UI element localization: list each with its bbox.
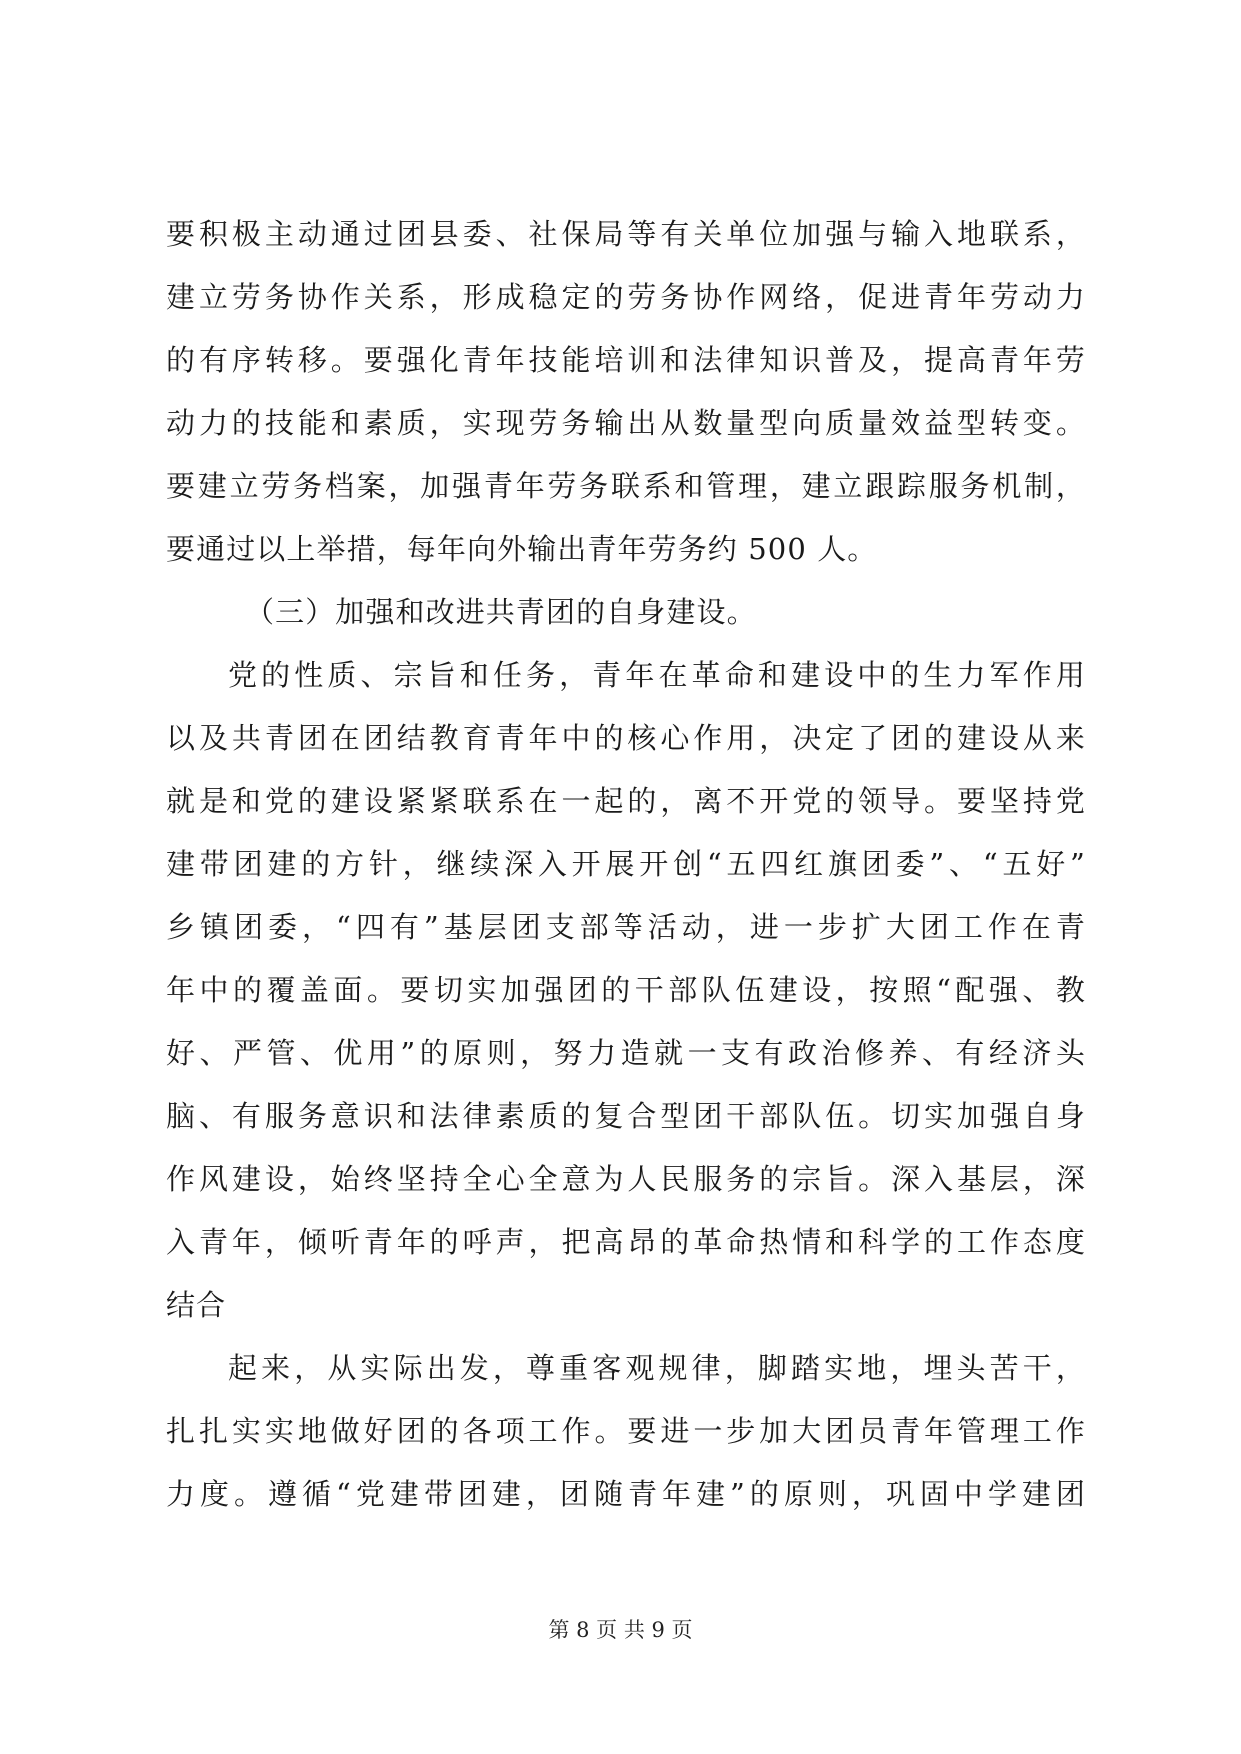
text-line: 的有序转移。要强化青年技能培训和法律知识普及，提高青年劳 <box>166 343 1086 377</box>
text-line: 入青年，倾听青年的呼声，把高昂的革命热情和科学的工作态度 <box>166 1225 1086 1259</box>
text-line: 党的性质、宗旨和任务，青年在革命和建设中的生力军作用 <box>228 658 1086 692</box>
text-line: 脑、有服务意识和法律素质的复合型团干部队伍。切实加强自身 <box>166 1099 1086 1133</box>
text-line: 建立劳务协作关系，形成稳定的劳务协作网络，促进青年劳动力 <box>166 280 1086 314</box>
text-line: 要积极主动通过团县委、社保局等有关单位加强与输入地联系， <box>166 217 1086 251</box>
text-line: 乡镇团委，“四有”基层团支部等活动，进一步扩大团工作在青 <box>166 910 1086 944</box>
text-line: 以及共青团在团结教育青年中的核心作用，决定了团的建设从来 <box>166 721 1086 755</box>
body-text <box>166 203 1086 1526</box>
text-line: 好、严管、优用”的原则，努力造就一支有政治修养、有经济头 <box>166 1036 1086 1070</box>
section-heading: （三）加强和改进共青团的自身建设。 <box>245 595 757 629</box>
text-line: 扎扎实实地做好团的各项工作。要进一步加大团员青年管理工作 <box>166 1414 1086 1448</box>
text-line: 作风建设，始终坚持全心全意为人民服务的宗旨。深入基层，深 <box>166 1162 1086 1196</box>
page-number: 第 8 页 共 9 页 <box>548 1618 693 1642</box>
text-line: 建带团建的方针，继续深入开展开创“五四红旗团委”、“五好” <box>166 847 1086 881</box>
text-line: 动力的技能和素质，实现劳务输出从数量型向质量效益型转变。 <box>166 406 1086 440</box>
text-line: 起来，从实际出发，尊重客观规律，脚踏实地，埋头苦干， <box>228 1351 1086 1385</box>
text-line: 结合 <box>166 1288 227 1322</box>
text-line: 年中的覆盖面。要切实加强团的干部队伍建设，按照“配强、教 <box>166 973 1086 1007</box>
text-line: 力度。遵循“党建带团建，团随青年建”的原则，巩固中学建团 <box>166 1477 1086 1511</box>
text-line: 就是和党的建设紧紧联系在一起的，离不开党的领导。要坚持党 <box>166 784 1086 818</box>
text-line: 要通过以上举措，每年向外输出青年劳务约 500 人。 <box>166 532 878 566</box>
text-line: 要建立劳务档案，加强青年劳务联系和管理，建立跟踪服务机制， <box>166 469 1086 503</box>
